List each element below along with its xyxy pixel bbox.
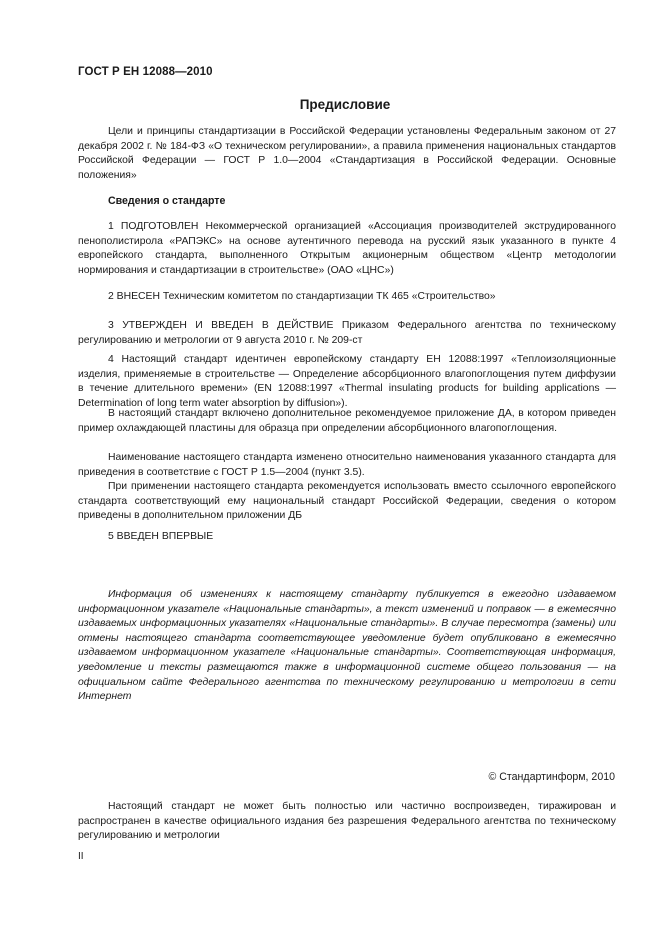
item-3 <box>78 319 616 348</box>
item-4-text: 4 Настоящий стандарт идентичен европейскому стандарту ЕН 12088:1997 «Теплоизоляционные изделия, применяемые в строительстве — Определение абсорбционного влагопоглощения путем диффузии в течение длительного времени» (EN 12088:1997 «Thermal insulating products for building applications — Determination of long term water absorption by diffusion»). <box>78 354 616 409</box>
item-4 <box>78 353 616 411</box>
page-number: II <box>78 851 84 862</box>
item-1 <box>78 220 616 278</box>
reproduction-notice-text: Настоящий стандарт не может быть полностью или частично воспроизведен, тиражирован и распространен в качестве официального издания без разрешения Федерального агентства по техническому регулированию и метрологии <box>78 801 616 842</box>
intro-paragraph <box>78 125 616 183</box>
standard-id: ГОСТ Р ЕН 12088—2010 <box>78 66 213 78</box>
item-4-title-change-text: Наименование настоящего стандарта изменено относительно наименования указанного стандарта для приведения в соответствие с ГОСТ Р 1.5—2004 (пункт 3.5). <box>78 452 616 478</box>
item-4-reference-text: При применении настоящего стандарта рекомендуется использовать вместо ссылочного европейского стандарта соответствующий ему национальный стандарт Российской Федерации, сведения о котором приведены в дополнительном приложении ДБ <box>78 481 616 522</box>
item-4-reference <box>78 480 616 524</box>
item-4-title-change <box>78 451 616 480</box>
info-notice <box>78 588 616 705</box>
item-2 <box>78 290 616 305</box>
section-title: Сведения о стандарте <box>108 195 226 207</box>
item-5-text: 5 ВВЕДЕН ВПЕРВЫЕ <box>108 531 214 542</box>
item-1-text: 1 ПОДГОТОВЛЕН Некоммерческой организацией «Ассоциация производителей экструдированного пенополистирола «РАПЭКС» на основе аутентичного перевода на русский язык указанного в пункте 4 европейского стандарта, выполненного Открытым акционерным обществом «Центр методологии нормирования и стандартизации в строительстве» (ОАО «ЦНС») <box>78 221 616 276</box>
item-4-appendix <box>78 407 616 436</box>
page-title: Предисловие <box>299 97 391 112</box>
reproduction-notice <box>78 800 616 844</box>
copyright: © Стандартинформ, 2010 <box>488 771 615 783</box>
item-5 <box>78 530 616 545</box>
item-4-appendix-text: В настоящий стандарт включено дополнительное рекомендуемое приложение ДА, в котором приведен пример охлаждающей пластины для образца при определении абсорбционного влагопоглощения. <box>78 408 616 434</box>
intro-text: Цели и принципы стандартизации в Российской Федерации установлены Федеральным законом от 27 декабря 2002 г. № 184-ФЗ «О техническом регулировании», а правила применения национальных стандартов Российской Федерации — ГОСТ Р 1.0—2004 «Стандартизация в Российской Федерации. Основные положения» <box>78 126 616 181</box>
item-2-text: 2 ВНЕСЕН Техническим комитетом по стандартизации ТК 465 «Строительство» <box>108 291 496 302</box>
info-notice-text: Информация об изменениях к настоящему стандарту публикуется в ежегодно издаваемом информационном указателе «Национальные стандарты», а текст изменений и поправок — в ежемесячно издаваемых информационных указателях «Национальные стандарты». В случае пересмотра (замены) или отмены настоящего стандарта соответствующее уведомление будет опубликовано в ежемесячно издаваемом информационном указателе «Национальные стандарты». Соответствующая информация, уведомление и тексты размещаются также в информационной системе общего пользования — на официальном сайте Федерального агентства по техническому регулированию и метрологии в сети Интернет <box>78 589 616 703</box>
item-3-text: 3 УТВЕРЖДЕН И ВВЕДЕН В ДЕЙСТВИЕ Приказом Федерального агентства по техническому регулированию и метрологии от 9 августа 2010 г. № 209-ст <box>78 320 616 346</box>
